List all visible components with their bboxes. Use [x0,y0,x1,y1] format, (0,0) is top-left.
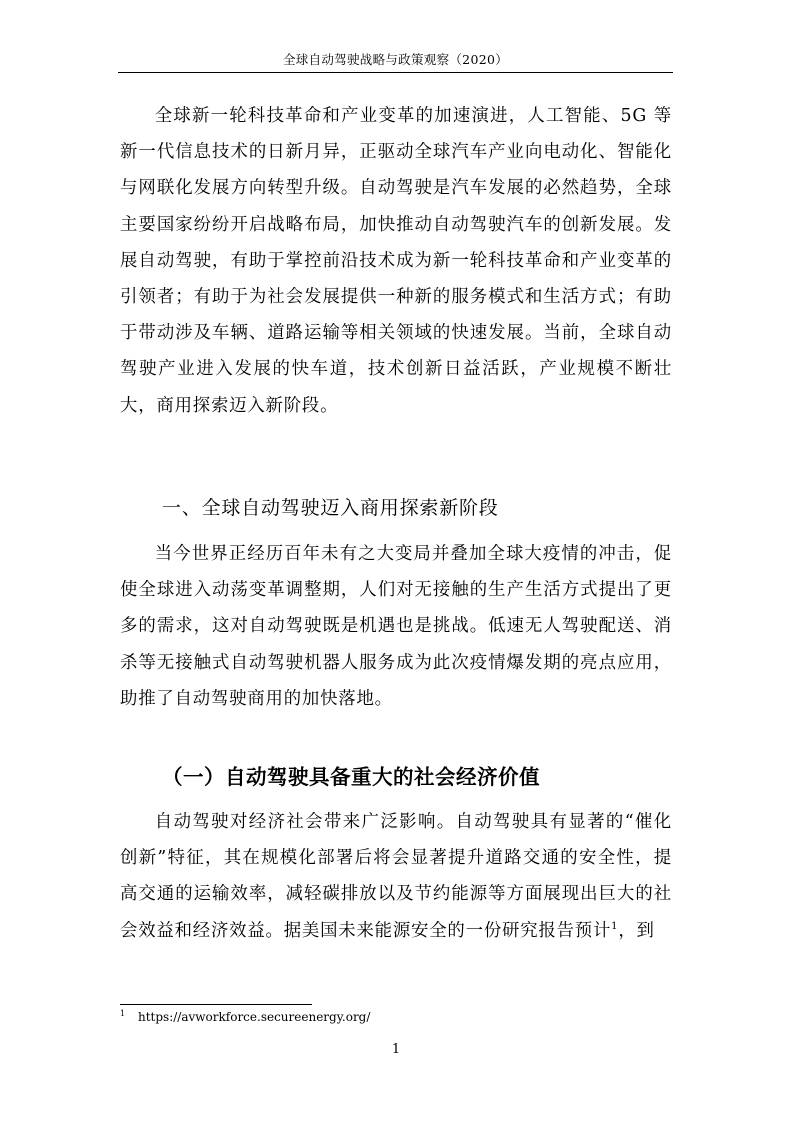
subsection1-tail: ，到 [618,920,655,941]
footnote-divider [120,1004,312,1005]
subsection1-text: 自动驾驶具有显著的“催化创新”特征，其在规模化部署后将会显著提升道路交通的安全性，提高交通的运输效率，减轻碳排放以及节约能源等方面展现出巨大的社会效益和经济效益。据美国未来能源安全的一份研究报告预计 [120,812,672,941]
intro-paragraph: 全球新一轮科技革命和产业变革的加速演进，人工智能、5G 等新一代信息技术的日新月异，正驱动全球汽车产业向电动化、智能化与网联化发展方向转型升级。自动驾驶是汽车发展的必然趋势，全球主要国家纷纷开启战略布局，加快推动自动驾驶汽车的创新发展。发展自动驾驶，有助于掌控前沿技术成为新一轮科技革命和产业变革的引领者；有助于为社会发展提供一种新的服务模式和生活方式；有助于带动涉及车辆、道路运输等相关领域的快速发展。当前，全球自动驾驶产业进入发展的快车道，技术创新日益活跃，产业规模不断壮大，商用探索迈入新阶段。 [120,106,672,416]
footnote: 1 https://avworkforce.secureenergy.org/ [120,1009,371,1024]
header-divider [118,72,673,73]
footnote-reference[interactable]: 1 [611,920,619,932]
running-header: 全球自动驾驶战略与政策观察（2020） [282,52,508,67]
subsection1-paragraph [120,804,672,949]
footnote-link[interactable]: https://avworkforce.secureenergy.org/ [138,1010,371,1024]
subsection-heading-1: （一）自动驾驶具备重大的社会经济价值 [162,765,540,789]
section-heading-1: 一、全球自动驾驶迈入商用探索新阶段 [162,497,499,519]
section1-paragraph: 当今世界正经历百年未有之大变局并叠加全球大疫情的冲击，促使全球进入动荡变革调整期，人们对无接触的生产生活方式提出了更多的需求，这对自动驾驶既是机遇也是挑战。低速无人驾驶配送、消杀等无接触式自动驾驶机器人服务成为此次疫情爆发期的亮点应用，助推了自动驾驶商用的加快落地。 [120,544,672,709]
page-number: 1 [391,1042,401,1057]
subsection1-lead-sentence: 自动驾驶对经济社会带来广泛影响。 [154,812,456,832]
